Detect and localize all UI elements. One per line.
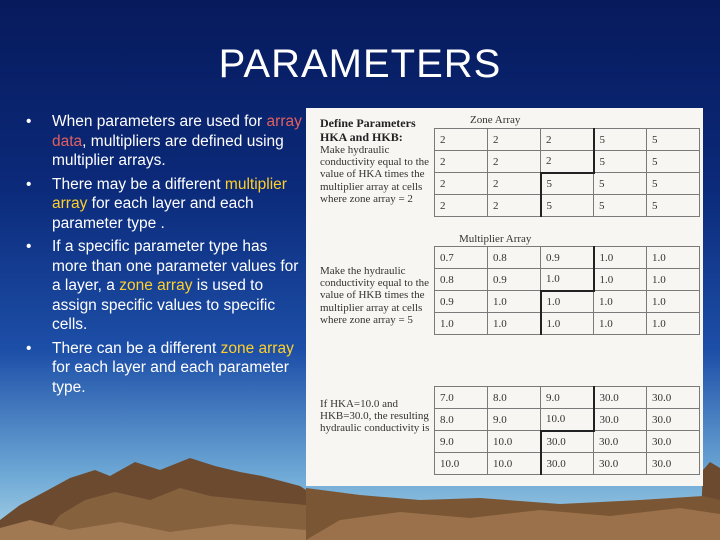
define-text: Make hydraulic conductivity equal to the value of HKA times the multiplier array at cells where zone array = 2 xyxy=(320,144,430,205)
grid-cell: 0.7 xyxy=(435,247,488,269)
grid-cell: 9.0 xyxy=(435,431,488,453)
grid-cell: 0.8 xyxy=(435,269,488,291)
bullet-highlight: multiplier array xyxy=(52,175,287,212)
grid-row xyxy=(435,291,700,313)
grid-cell: 1.0 xyxy=(594,313,647,335)
grid-cell: 30.0 xyxy=(647,387,700,409)
grid-cell: 5 xyxy=(594,173,647,195)
grid-cell: 1.0 xyxy=(541,291,594,313)
grid-cell: 1.0 xyxy=(647,247,700,269)
bullet-marker: • xyxy=(26,113,32,130)
grid-cell: 1.0 xyxy=(488,313,541,335)
grid-cell: 30.0 xyxy=(647,431,700,453)
zone-array-caption: Zone Array xyxy=(470,114,521,126)
bullet-text: There may be a different xyxy=(52,175,225,193)
grid-row xyxy=(435,247,700,269)
grid-cell: 5 xyxy=(594,195,647,217)
grid-cell: 5 xyxy=(647,195,700,217)
bullet-marker: • xyxy=(26,339,32,357)
grid-cell: 0.8 xyxy=(488,247,541,269)
grid-cell: 1.0 xyxy=(594,291,647,313)
bullet-item xyxy=(24,339,306,398)
grid-cell: 30.0 xyxy=(647,453,700,475)
grid-row xyxy=(435,409,700,431)
grid-cell: 8.0 xyxy=(488,387,541,409)
bullet-highlight: zone array xyxy=(119,277,193,294)
parameter-figure xyxy=(306,108,703,486)
grid-cell: 5 xyxy=(594,151,647,173)
grid-cell: 1.0 xyxy=(647,313,700,335)
define-title: Define Parameters HKA and HKB: xyxy=(320,116,416,144)
bullet-item xyxy=(24,175,306,234)
grid-cell: 2 xyxy=(541,151,594,173)
grid-cell: 1.0 xyxy=(435,313,488,335)
grid-row xyxy=(435,453,700,475)
grid-cell: 10.0 xyxy=(541,409,594,431)
grid-cell: 30.0 xyxy=(594,453,647,475)
grid-cell: 2 xyxy=(435,129,488,151)
grid-cell: 30.0 xyxy=(541,453,594,475)
grid-cell: 2 xyxy=(488,151,541,173)
grid-cell: 2 xyxy=(435,195,488,217)
zone-array-table xyxy=(434,128,700,217)
grid-row xyxy=(435,195,700,217)
bullet-item xyxy=(24,237,306,335)
multiplier-array-caption: Multiplier Array xyxy=(459,233,532,245)
grid-cell: 5 xyxy=(594,129,647,151)
grid-row xyxy=(435,431,700,453)
grid-cell: 30.0 xyxy=(594,431,647,453)
grid-cell: 1.0 xyxy=(488,291,541,313)
grid-cell: 10.0 xyxy=(435,453,488,475)
grid-cell: 5 xyxy=(647,151,700,173)
bullet-highlight: array data xyxy=(52,113,302,150)
grid-cell: 1.0 xyxy=(541,313,594,335)
result-array-table xyxy=(434,386,700,475)
bullet-text: , multipliers are defined using multiplier arrays. xyxy=(52,132,284,169)
hkb-label xyxy=(320,265,430,326)
result-label xyxy=(320,398,430,435)
grid-row xyxy=(435,151,700,173)
bullet-highlight: zone array xyxy=(220,339,294,357)
bullet-text: When parameters are used for xyxy=(52,113,267,130)
grid-cell: 1.0 xyxy=(594,269,647,291)
bullet-text: for each layer and each parameter type . xyxy=(52,195,254,232)
grid-cell: 10.0 xyxy=(488,453,541,475)
bullet-text: If a specific parameter type has more than one parameter values for a layer, a xyxy=(52,238,299,294)
grid-cell: 2 xyxy=(435,173,488,195)
grid-cell: 30.0 xyxy=(647,409,700,431)
grid-cell: 2 xyxy=(488,195,541,217)
hkb-text: Make the hydraulic conductivity equal to the value of HKB times the multiplier array at cells where zone array = 5 xyxy=(320,265,430,326)
grid-cell: 5 xyxy=(647,173,700,195)
grid-cell: 30.0 xyxy=(594,409,647,431)
grid-cell: 9.0 xyxy=(541,387,594,409)
grid-cell: 9.0 xyxy=(488,409,541,431)
grid-cell: 1.0 xyxy=(541,269,594,291)
grid-cell: 8.0 xyxy=(435,409,488,431)
grid-row xyxy=(435,313,700,335)
grid-cell: 1.0 xyxy=(647,269,700,291)
grid-cell: 5 xyxy=(541,195,594,217)
grid-cell: 5 xyxy=(541,173,594,195)
grid-cell: 2 xyxy=(488,129,541,151)
grid-cell: 2 xyxy=(435,151,488,173)
bullet-text: There can be a different xyxy=(52,339,221,357)
grid-row xyxy=(435,387,700,409)
grid-cell: 5 xyxy=(647,129,700,151)
grid-cell: 30.0 xyxy=(594,387,647,409)
grid-cell: 1.0 xyxy=(594,247,647,269)
grid-row xyxy=(435,269,700,291)
bullet-list xyxy=(24,112,306,397)
grid-cell: 30.0 xyxy=(541,431,594,453)
result-text: If HKA=10.0 and HKB=30.0, the resulting hydraulic conductivity is xyxy=(320,398,430,435)
define-label xyxy=(320,116,430,205)
slide-title: PARAMETERS xyxy=(218,42,502,86)
grid-cell: 2 xyxy=(541,129,594,151)
grid-cell: 7.0 xyxy=(435,387,488,409)
bullet-marker: • xyxy=(26,175,32,193)
multiplier-array-table xyxy=(434,246,700,335)
grid-row xyxy=(435,173,700,195)
grid-cell: 0.9 xyxy=(435,291,488,313)
grid-cell: 0.9 xyxy=(541,247,594,269)
bullet-text: for each layer and each parameter type. xyxy=(52,359,289,396)
grid-cell: 0.9 xyxy=(488,269,541,291)
grid-cell: 2 xyxy=(488,173,541,195)
grid-row xyxy=(435,129,700,151)
bullet-marker: • xyxy=(26,238,32,255)
grid-cell: 10.0 xyxy=(488,431,541,453)
grid-cell: 1.0 xyxy=(647,291,700,313)
bullet-text: is used to assign specific values to specific cells. xyxy=(52,277,276,333)
bullet-item xyxy=(24,112,306,171)
